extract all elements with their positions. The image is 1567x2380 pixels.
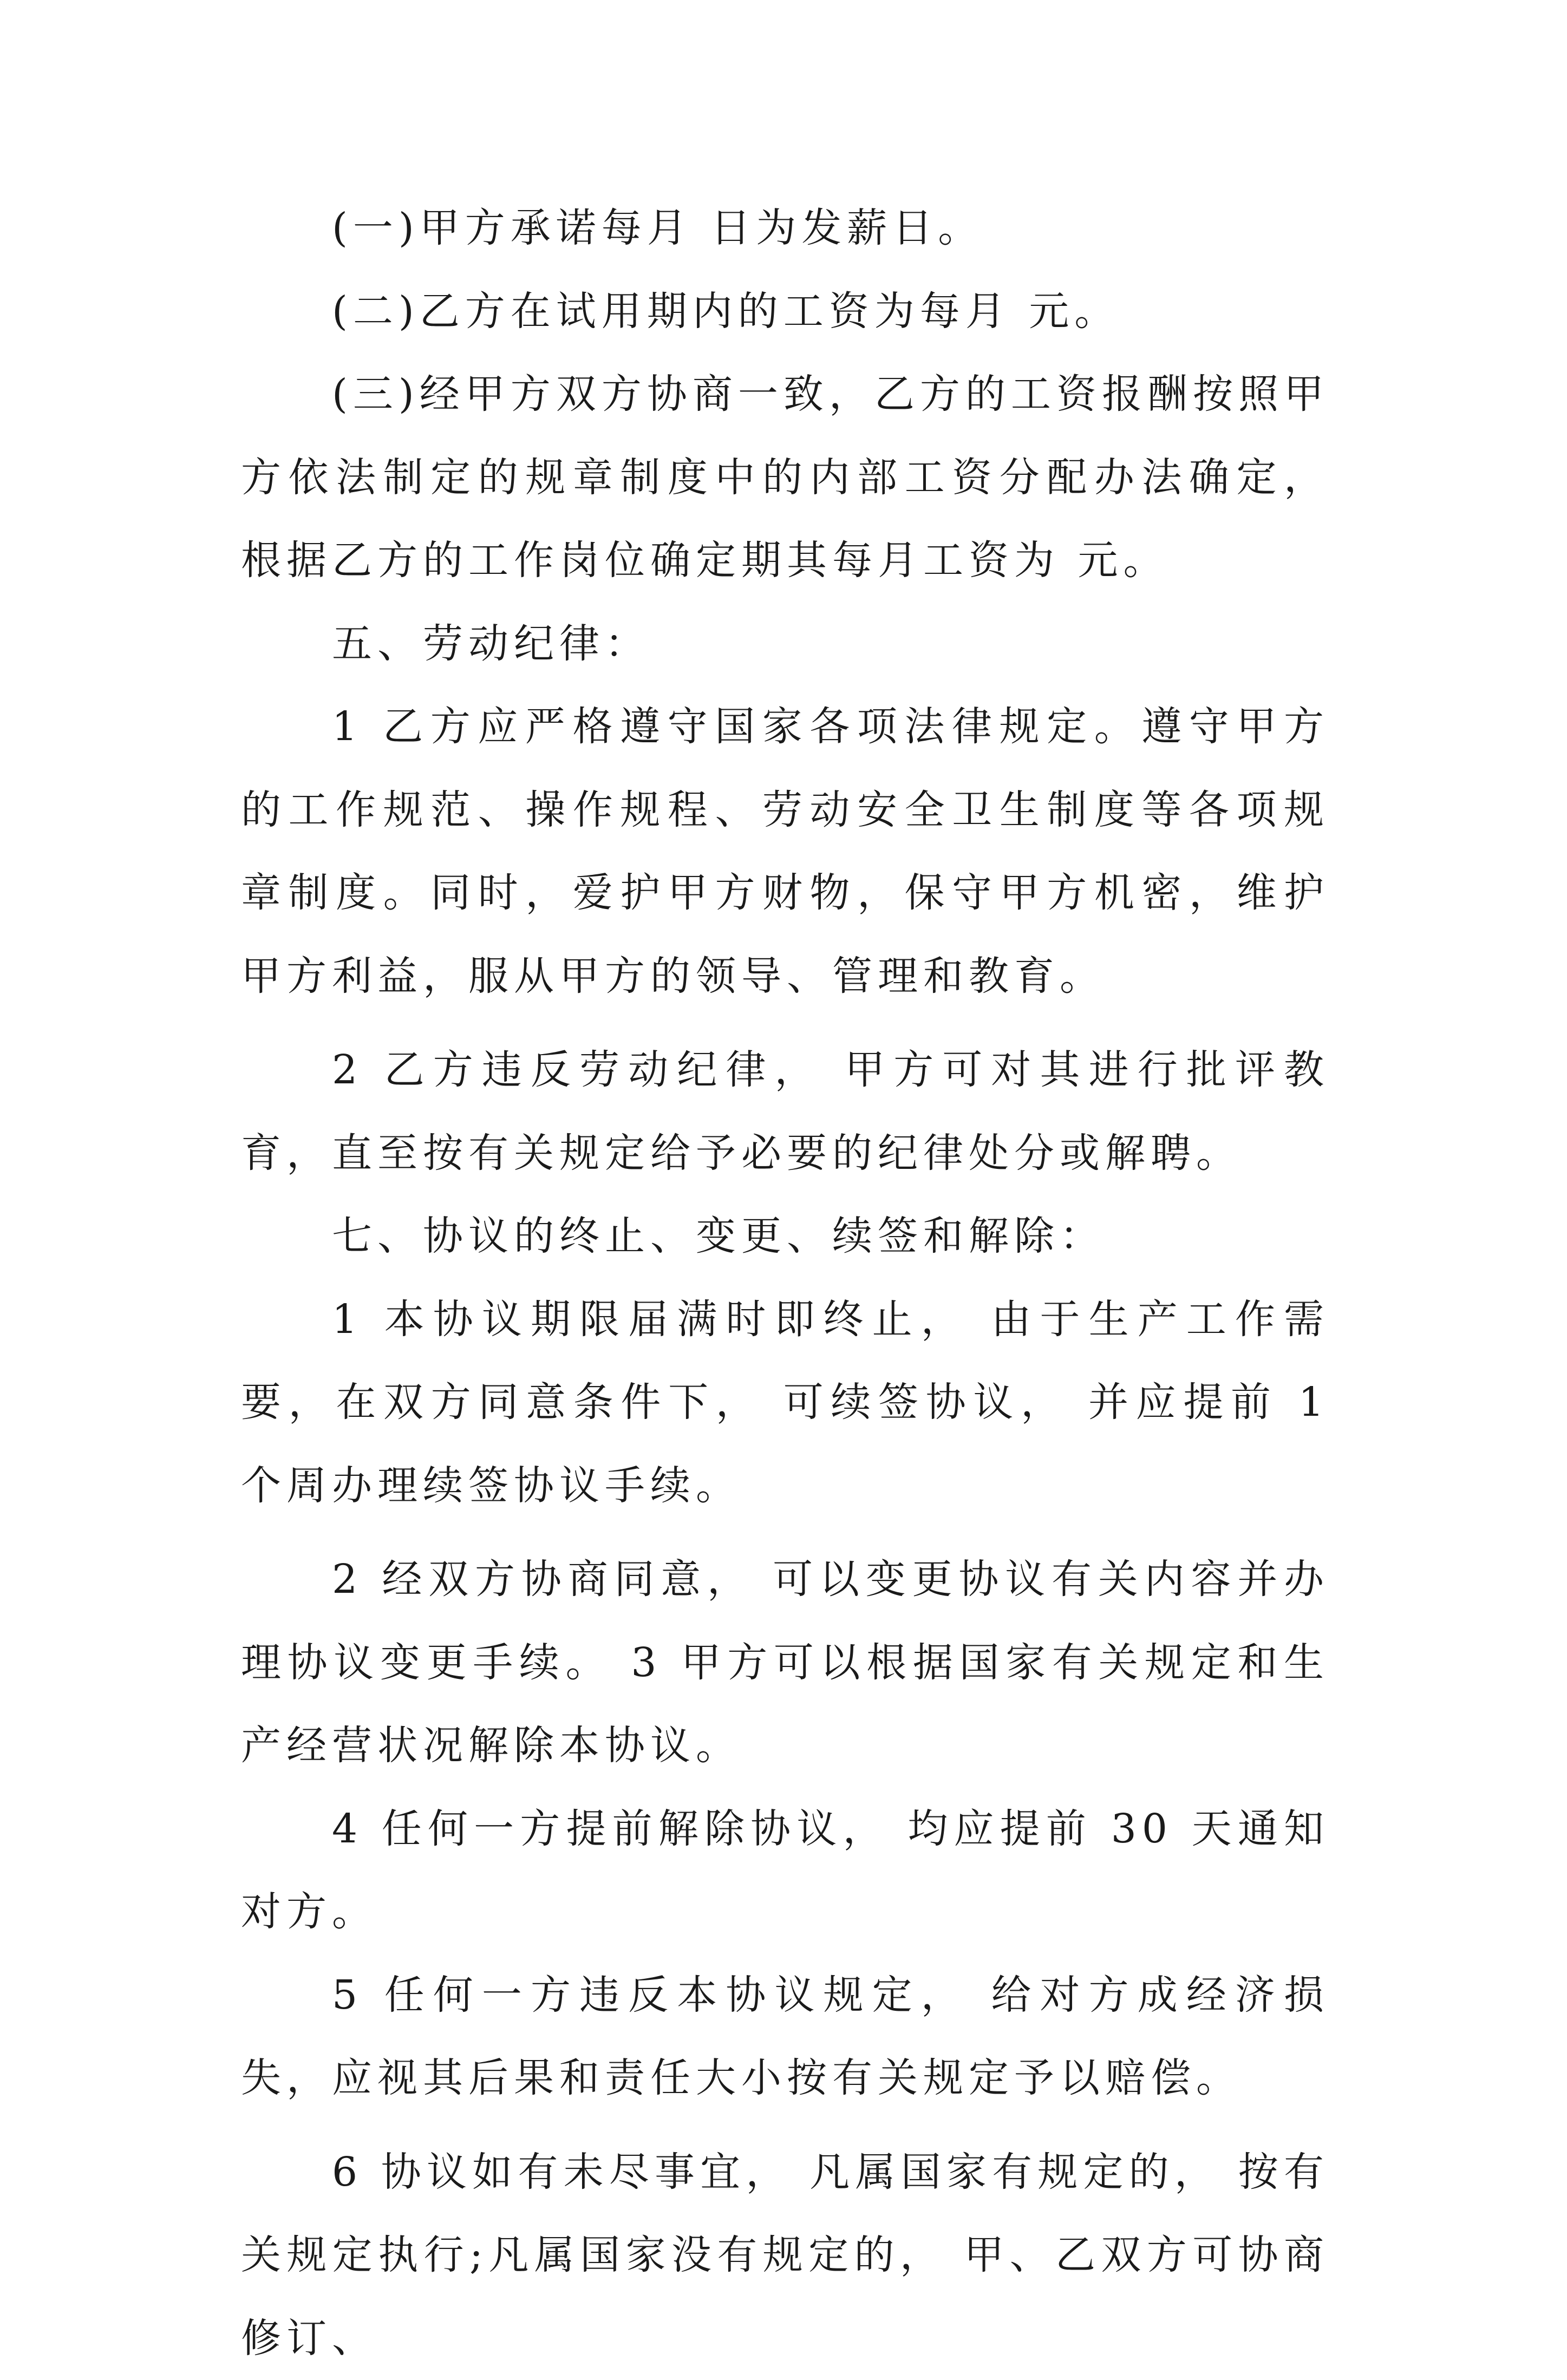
paragraph-discipline-1: 1 乙方应严格遵守国家各项法律规定。遵守甲方的工作规范、操作规程、劳动安全卫生制度等各项规章制度。同时，爱护甲方财物，保守甲方机密，维护甲方利益，服从甲方的领导、管理和教育。	[241, 685, 1329, 1018]
paragraph-termination-6: 6 协议如有未尽事宜， 凡属国家有规定的， 按有关规定执行;凡属国家没有规定的， 甲、乙双方可协商修订、	[241, 2131, 1329, 2380]
paragraph-salary-rules: (三)经甲方双方协商一致，乙方的工资报酬按照甲方依法制定的规章制度中的内部工资分配办法确定，根据乙方的工作岗位确定期其每月工资为 元。	[241, 353, 1329, 603]
document-body	[241, 187, 1329, 2380]
paragraph-termination-5: 5 任何一方违反本协议规定， 给对方成经济损失，应视其后果和责任大小按有关规定予以赔偿。	[241, 1954, 1329, 2120]
paragraph-termination-2-3: 2 经双方协商同意， 可以变更协议有关内容并办理协议变更手续。 3 甲方可以根据国家有关规定和生产经营状况解除本协议。	[241, 1538, 1329, 1788]
paragraph-termination-4: 4 任何一方提前解除协议， 均应提前 30 天通知对方。	[241, 1788, 1329, 1954]
paragraph-pay-date: (一)甲方承诺每月 日为发薪日。	[241, 187, 1329, 270]
paragraph-termination-1: 1 本协议期限届满时即终止， 由于生产工作需要，在双方同意条件下， 可续签协议， 并应提前 1 个周办理续签协议手续。	[241, 1278, 1329, 1528]
section-heading-termination: 七、协议的终止、变更、续签和解除：	[241, 1195, 1329, 1278]
paragraph-probation-salary: (二)乙方在试用期内的工资为每月 元。	[241, 270, 1329, 354]
paragraph-discipline-2: 2 乙方违反劳动纪律， 甲方可对其进行批评教育，直至按有关规定给予必要的纪律处分或解聘。	[241, 1029, 1329, 1195]
section-heading-labor-discipline: 五、劳动纪律：	[241, 603, 1329, 686]
